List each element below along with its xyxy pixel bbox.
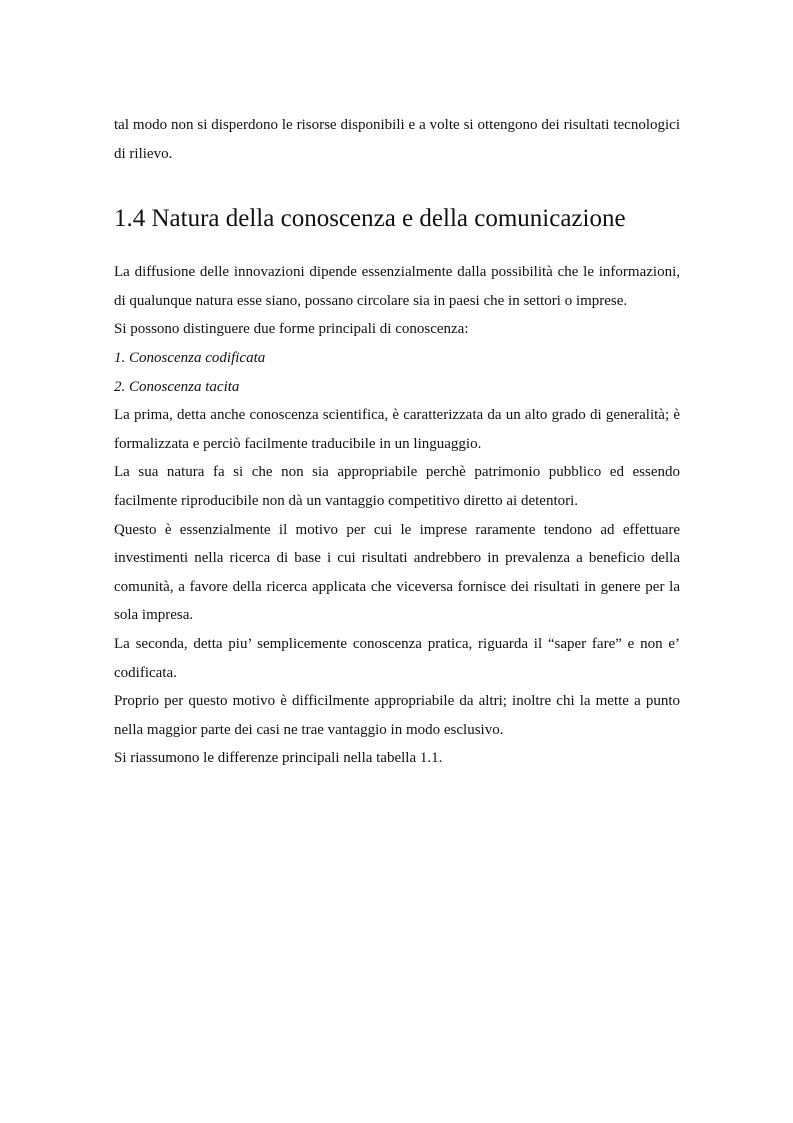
body-paragraph: Si riassumono le differenze principali nella tabella 1.1. bbox=[114, 750, 443, 767]
body-paragraph: Questo è essenzialmente il motivo per cui le imprese raramente tendono ad effettuare investimenti nella ricerca di base i cui risultati andrebbero in prevalenza a beneficio della comunità, a favore della ricerca applicata che viceversa fornisce dei risultati in genere per la sola impresa. bbox=[114, 521, 680, 624]
section-heading: 1.4 Natura della conoscenza e della comunicazione bbox=[114, 205, 626, 233]
body-paragraph: Si possono distinguere due forme principali di conoscenza: bbox=[114, 321, 469, 338]
body-paragraph: La prima, detta anche conoscenza scientifica, è caratterizzata da un alto grado di generalità; è formalizzata e perciò facilmente traducibile in un linguaggio. bbox=[114, 407, 680, 452]
body-paragraph: Proprio per questo motivo è difficilmente appropriabile da altri; inoltre chi la mette a punto nella maggior parte dei casi ne trae vantaggio in modo esclusivo. bbox=[114, 693, 680, 738]
list-item: 1. Conoscenza codificata bbox=[114, 349, 266, 366]
page-content bbox=[114, 111, 680, 773]
body-paragraph: La seconda, detta piu’ semplicemente conoscenza pratica, riguarda il “saper fare” e non e’ codificata. bbox=[114, 635, 680, 681]
body-paragraph: La sua natura fa si che non sia appropriabile perchè patrimonio pubblico ed essendo facilmente riproducibile non dà un vantaggio competitivo diretto ai detentori. bbox=[114, 464, 680, 509]
continuation-paragraph: tal modo non si disperdono le risorse disponibili e a volte si ottengono dei risultati tecnologici di rilievo. bbox=[114, 117, 680, 162]
body-paragraph: La diffusione delle innovazioni dipende essenzialmente dalla possibilità che le informazioni, di qualunque natura esse siano, possano circolare sia in paesi che in settori o imprese. bbox=[114, 264, 680, 309]
list-item: 2. Conoscenza tacita bbox=[114, 378, 240, 395]
